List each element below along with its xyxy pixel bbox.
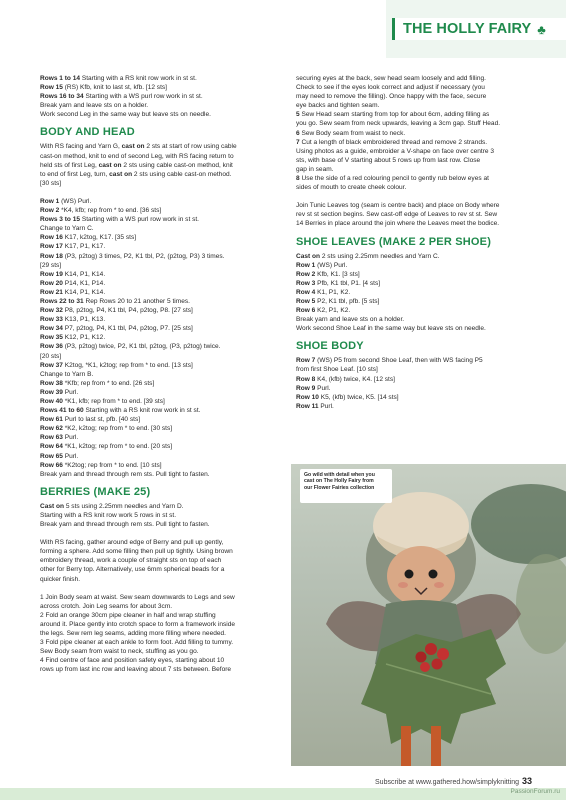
text-line: Row 63 Purl. [40,434,79,442]
text-line: Row 15 (RS) Kfb, knit to last st, kfb. [12 sts] [40,84,167,92]
text-line: Row 6 K2, P1, K2. [296,307,351,315]
continued-paragraph [296,74,536,110]
text-line: Row 38 *Kfb; rep from * to end. [26 sts] [40,379,155,387]
text-line: Rows 16 to 34 Starting with a WS purl row work in st st. [40,93,203,101]
text-line: around it. Place gently into crotch space to form a framework inside [40,620,236,628]
text-line: Row 7 (WS) P5 from second Shoe Leaf, then with WS facing P5 [296,357,483,365]
text-line: 2 Fold an orange 30cm pipe cleaner in half and wrap stuffing [40,611,216,619]
text-line: Cast on 2 sts using 2.25mm needles and Yarn C. [296,252,440,260]
text-line: Rows 3 to 15 Starting with a WS purl row work in st st. [40,216,200,224]
text-line: Change to Yarn B. [40,370,94,378]
text-line: securing eyes at the back, sew head seam loosely and add filling. [296,75,486,82]
text-line: [30 sts] [40,179,62,187]
text-line: Row 21 K14, P1, K14. [40,288,106,296]
making-up-steps-continued [296,110,536,192]
text-line: held sts of first Leg, cast on 2 sts using cable cast-on method, knit [40,161,233,169]
text-line: Break yarn and leave sts on a holder. [296,316,405,324]
text-line: Rows 41 to 60 Starting with a RS knit row work in st st. [40,407,201,415]
text-line: Row 33 K13, P1, K13. [40,316,106,324]
text-line: 14 Berries in place around the join where the Leaves meet the bodice. [296,220,500,228]
page-number: 33 [521,776,532,786]
text-line: the legs. Sew rem leg seams, adding more filling where needed. [40,629,226,637]
text-line: Change to Yarn C. [40,225,94,233]
shoe-leaves-heading: SHOE LEAVES (MAKE 2 PER SHOE) [296,235,492,248]
text-line: Row 11 Purl. [296,402,334,410]
text-line: from first Shoe Leaf. [10 sts] [296,366,378,374]
text-line: Break yarn and thread through rem sts. Pull tight to fasten. [40,521,210,529]
text-line: other for Berry top. Alternatively, use 6mm spherical beads for a [40,566,225,574]
text-line: Row 66 *K2tog; rep from * to end. [10 sts] [40,461,162,469]
text-line: rev st st section begins. Sew cast-off edge of Leaves to rev st st. Sew [296,211,498,219]
text-line: Join Tunic Leaves tog (seam is centre back) and place on Body where [296,202,500,210]
text-line: Row 61 Purl to last st, pfb. [40 sts] [40,416,141,424]
text-line: Row 36 (P3, p2tog) twice, P2, K1 tbl, p2tog, (P3, p2tog) twice. [40,343,221,351]
leaves-paragraph [296,201,536,228]
text-line: Row 39 Purl. [40,388,79,396]
text-line: 4 Find centre of face and position safety eyes, starting about 10 [40,657,225,665]
text-line: Rows 22 to 31 Rep Rows 20 to 21 another 5 times. [40,297,190,305]
text-line: Row 18 (P3, p2tog) 3 times, P2, K1 tbl, P2, (p2tog, P3) 3 times. [40,252,225,260]
fairy-illustration [291,464,566,766]
caption-line: cast on The Holly Fairy from [304,478,374,485]
right-column [296,74,536,411]
text-line: gap in seam. [296,165,334,173]
making-up-steps [40,593,284,675]
text-line: Rows 1 to 14 Starting with a RS knit row work in st st. [40,75,197,82]
text-line: sts, with base of V starting about 5 rows up from last row. Close [296,156,481,164]
footer [375,776,532,786]
text-line: Work second Shoe Leaf in the same way but leave sts on needle. [296,325,486,333]
text-line: sides of mouth to create cheek colour. [296,184,407,192]
text-line: Row 64 *K1, k2tog; rep from * to end. [20 sts] [40,443,173,451]
text-line: Break yarn and thread through rem sts. Pull tight to fasten. [40,470,210,478]
text-line: across crotch. Join Leg seams for about 3cm. [40,602,173,610]
body-intro [40,142,284,187]
text-line: cast-on method, knit to end of second Leg, with RS facing return to [40,152,234,160]
text-line: 3 Fold pipe cleaner at each ankle to form foot. Add filling to tummy. [40,639,234,647]
text-line: Row 35 K12, P1, K12. [40,334,106,342]
caption-line: Go wild with detail when you [304,472,375,478]
section-header [392,18,566,40]
text-line: [20 sts] [40,352,62,360]
text-line: 1 Join Body seam at waist. Sew seam downwards to Legs and sew [40,593,235,601]
text-line: Cast on 5 sts using 2.25mm needles and Yarn D. [40,502,184,510]
footer-bar [0,788,566,800]
section-title: THE HOLLY FAIRY [403,21,532,37]
text-line: [29 sts] [40,261,62,269]
text-line: Sew Body seam from waist to neck, stuffing as you go. [40,648,199,656]
text-line: Row 62 *K2, k2tog; rep from * to end. [30 sts] [40,425,173,433]
text-line: Check to see if the eyes look correct and adjust if necessary (you [296,84,485,92]
text-line: you go. Sew seam from neck upwards, leaving a 3cm gap. Stuff Head. [296,120,501,128]
text-line: Row 65 Purl. [40,452,79,460]
text-line: 8 Use the side of a red colouring pencil to gently rub below eyes at [296,175,489,183]
text-line: Row 2 *K4, kfb; rep from * to end. [36 sts] [40,207,162,215]
text-line: Row 8 K4, (kfb) twice, K4. [12 sts] [296,375,395,383]
text-line: embroidery thread, work a couple of straight sts on top of each [40,557,222,565]
photo-caption [300,469,392,503]
text-line: Row 1 (WS) Purl. [40,197,92,205]
shoe-body-block [296,356,536,411]
text-line: Row 1 (WS) Purl. [296,261,348,269]
text-line: forming a sphere. Add some filling then pull up tightly. Using brown [40,548,233,556]
text-line: Row 32 P8, p2tog, P4, K1 tbl, P4, p2tog, P8. [27 sts] [40,307,193,315]
text-line: Row 19 K14, P1, K14. [40,270,106,278]
text-line: Row 9 Purl. [296,384,331,392]
legs-block [40,74,284,119]
berries-heading: BERRIES (MAKE 25) [40,485,151,498]
text-line: Row 16 K17, k2tog, K17. [35 sts] [40,234,137,242]
body-and-head-heading: BODY AND HEAD [40,126,135,139]
text-line: 6 Sew Body seam from waist to neck. [296,129,406,137]
text-line: Row 10 K5, (kfb) twice, K5. [14 sts] [296,393,399,401]
holly-fairy-photo [291,464,566,766]
text-line: Row 5 P2, K1 tbl, pfb. [5 sts] [296,297,380,305]
text-line: rows up from last inc row and leaving about 7 sts between. Before [40,666,232,674]
subscribe-link[interactable]: Subscribe at www.gathered.how/simplyknitting [375,779,519,786]
text-line: Using photos as a guide, embroider a V-shape on face over centre 3 [296,147,494,155]
text-line: Work second Leg in the same way but leave sts on needle. [40,111,211,119]
text-line: may need to remove the filling). Once happy with the face, secure [296,93,487,101]
caption-line: our Flower Fairies collection [304,484,375,491]
shamrock-icon: ♣ [537,21,546,37]
shoe-leaves-block [296,252,536,334]
left-column [40,74,284,674]
text-line: Row 34 P7, p2tog, P4, K1 tbl, P4, p2tog, P7. [25 sts] [40,325,193,333]
text-line: Row 20 P14, K1, P14. [40,279,106,287]
text-line: to end of first Leg, turn, cast on 2 sts using cable cast-on method. [40,170,232,178]
watermark: PassionForum.ru [510,788,560,795]
text-line: With RS facing and Yarn G, cast on 2 sts at start of row using cable [40,143,237,151]
text-line: Row 40 *K1, kfb; rep from * to end. [39 sts] [40,398,165,405]
berries-paragraph [40,538,284,583]
text-line: 7 Cut a length of black embroidered thread and remove 2 strands. [296,138,488,146]
text-line: Row 4 K1, P1, K2. [296,288,351,296]
text-line: Row 17 K17, P1, K17. [40,243,106,251]
berries-block [40,502,284,529]
text-line: Row 37 K2tog, *K1, k2tog; rep from * to end. [13 sts] [40,361,193,369]
text-line: eye backs and tighten seam. [296,102,380,110]
text-line: Break yarn and leave sts on a holder. [40,102,149,110]
text-line: With RS facing, gather around edge of Berry and pull up gently, [40,539,224,547]
text-line: Row 3 Pfb, K1 tbl, P1. [4 sts] [296,279,381,287]
body-rows [40,197,284,479]
shoe-body-heading: SHOE BODY [296,340,364,353]
text-line: 5 Sew Head seam starting from top for about 6cm, adding filling as [296,111,490,119]
text-line: Starting with a RS knit row work 5 rows in st st. [40,511,177,519]
text-line: quicker finish. [40,575,81,583]
text-line: Row 2 Kfb, K1. [3 sts] [296,270,360,278]
